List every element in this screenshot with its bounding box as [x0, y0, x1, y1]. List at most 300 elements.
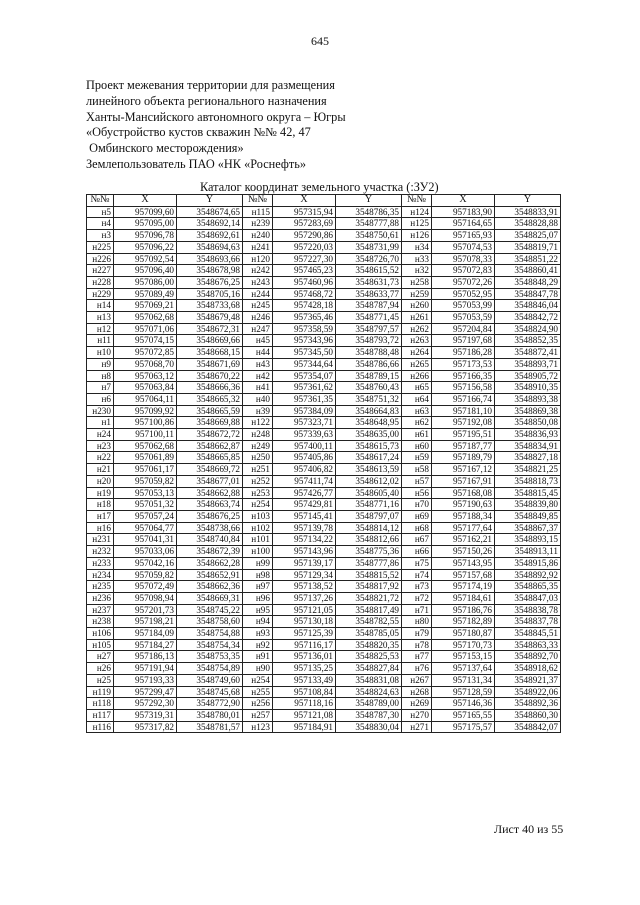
point-id-cell: н238	[87, 616, 114, 628]
x-coordinate-cell: 957187,77	[432, 440, 495, 452]
point-id-cell: н270	[402, 709, 432, 721]
y-coordinate-cell: 3548648,95	[336, 417, 402, 429]
x-coordinate-cell: 957092,54	[114, 253, 177, 265]
y-coordinate-cell: 3548860,30	[495, 709, 561, 721]
point-id-cell: н100	[243, 546, 273, 558]
table-row	[87, 522, 561, 534]
y-coordinate-cell: 3548893,71	[495, 358, 561, 370]
y-coordinate-cell: 3548677,01	[177, 475, 243, 487]
point-id-cell: н249	[243, 440, 273, 452]
point-id-cell: н33	[402, 253, 432, 265]
y-coordinate-cell: 3548669,66	[177, 335, 243, 347]
y-coordinate-cell: 3548771,16	[336, 499, 402, 511]
y-coordinate-cell: 3548780,01	[177, 709, 243, 721]
point-id-cell: н246	[243, 312, 273, 324]
x-coordinate-cell: 957167,12	[432, 464, 495, 476]
y-coordinate-cell: 3548662,88	[177, 487, 243, 499]
point-id-cell: н61	[402, 429, 432, 441]
point-id-cell: н16	[87, 522, 114, 534]
header-line: Проект межевания территории для размещения	[86, 78, 335, 92]
table-row	[87, 253, 561, 265]
point-id-cell: н260	[402, 300, 432, 312]
x-coordinate-cell: 957125,39	[273, 628, 336, 640]
point-id-cell: н13	[87, 312, 114, 324]
table-row	[87, 663, 561, 675]
point-id-cell: н64	[402, 393, 432, 405]
x-coordinate-cell: 957181,10	[432, 405, 495, 417]
x-coordinate-cell: 957096,40	[114, 265, 177, 277]
table-row	[87, 335, 561, 347]
coordinates-table	[86, 194, 561, 733]
x-coordinate-cell: 957135,25	[273, 663, 336, 675]
x-coordinate-cell: 957184,27	[114, 639, 177, 651]
x-coordinate-cell: 957183,90	[432, 206, 495, 218]
point-id-cell: н76	[402, 663, 432, 675]
y-coordinate-cell: 3548758,60	[177, 616, 243, 628]
x-coordinate-cell: 957072,83	[432, 265, 495, 277]
y-coordinate-cell: 3548669,72	[177, 464, 243, 476]
table-row	[87, 393, 561, 405]
y-coordinate-cell: 3548892,70	[495, 651, 561, 663]
y-coordinate-cell: 3548733,68	[177, 300, 243, 312]
y-coordinate-cell: 3548921,37	[495, 674, 561, 686]
x-coordinate-cell: 957052,95	[432, 288, 495, 300]
x-coordinate-cell: 957153,15	[432, 651, 495, 663]
x-coordinate-cell: 957195,51	[432, 429, 495, 441]
y-coordinate-cell: 3548613,59	[336, 464, 402, 476]
table-row	[87, 452, 561, 464]
point-id-cell: н266	[402, 370, 432, 382]
table-row	[87, 510, 561, 522]
point-id-cell: н117	[87, 709, 114, 721]
point-id-cell: н236	[87, 592, 114, 604]
point-id-cell: н73	[402, 581, 432, 593]
point-id-cell: н34	[402, 241, 432, 253]
point-id-cell: н230	[87, 405, 114, 417]
point-id-cell: н245	[243, 300, 273, 312]
y-coordinate-cell: 3548745,68	[177, 686, 243, 698]
table-row	[87, 651, 561, 663]
point-id-cell: н233	[87, 557, 114, 569]
point-id-cell: н120	[243, 253, 273, 265]
point-id-cell: н241	[243, 241, 273, 253]
x-coordinate-cell: 957072,26	[432, 276, 495, 288]
x-coordinate-cell: 957170,73	[432, 639, 495, 651]
y-coordinate-cell: 3548824,90	[495, 323, 561, 335]
table-row	[87, 312, 561, 324]
x-coordinate-cell: 957064,77	[114, 522, 177, 534]
x-coordinate-cell: 957098,94	[114, 592, 177, 604]
point-id-cell: н90	[243, 663, 273, 675]
point-id-cell: н69	[402, 510, 432, 522]
point-id-cell: н78	[402, 639, 432, 651]
point-id-cell: н22	[87, 452, 114, 464]
table-row	[87, 698, 561, 710]
point-id-cell: н10	[87, 347, 114, 359]
table-row	[87, 323, 561, 335]
x-coordinate-cell: 957165,93	[432, 230, 495, 242]
x-coordinate-cell: 957068,70	[114, 358, 177, 370]
point-id-cell: н74	[402, 569, 432, 581]
y-coordinate-cell: 3548771,45	[336, 312, 402, 324]
x-coordinate-cell: 957131,34	[432, 674, 495, 686]
y-coordinate-cell: 3548837,78	[495, 616, 561, 628]
x-coordinate-cell: 957175,57	[432, 721, 495, 733]
x-coordinate-cell: 957186,76	[432, 604, 495, 616]
point-id-cell: н250	[243, 452, 273, 464]
y-coordinate-cell: 3548615,73	[336, 440, 402, 452]
y-coordinate-cell: 3548852,35	[495, 335, 561, 347]
point-id-cell: н68	[402, 522, 432, 534]
y-coordinate-cell: 3548694,63	[177, 241, 243, 253]
y-coordinate-cell: 3548830,04	[336, 721, 402, 733]
x-coordinate-cell: 957136,01	[273, 651, 336, 663]
point-id-cell: н237	[87, 604, 114, 616]
point-id-cell: н8	[87, 370, 114, 382]
sheet-counter: Лист 40 из 55	[494, 822, 564, 836]
table-row	[87, 616, 561, 628]
x-coordinate-cell: 957134,22	[273, 534, 336, 546]
point-id-cell: н44	[243, 347, 273, 359]
point-id-cell: н18	[87, 499, 114, 511]
x-coordinate-cell: 957138,52	[273, 581, 336, 593]
x-coordinate-cell: 957059,82	[114, 475, 177, 487]
x-coordinate-cell: 957174,19	[432, 581, 495, 593]
point-id-cell: н12	[87, 323, 114, 335]
y-coordinate-cell: 3548787,30	[336, 709, 402, 721]
x-coordinate-cell: 957095,00	[114, 218, 177, 230]
x-coordinate-cell: 957096,22	[114, 241, 177, 253]
y-coordinate-cell: 3548838,78	[495, 604, 561, 616]
y-coordinate-cell: 3548745,22	[177, 604, 243, 616]
column-header: №№	[87, 195, 114, 207]
point-id-cell: н105	[87, 639, 114, 651]
y-coordinate-cell: 3548839,80	[495, 499, 561, 511]
table-row	[87, 487, 561, 499]
x-coordinate-cell: 957323,71	[273, 417, 336, 429]
column-header: Y	[336, 195, 402, 207]
x-coordinate-cell: 957365,46	[273, 312, 336, 324]
point-id-cell: н268	[402, 686, 432, 698]
point-id-cell: н94	[243, 616, 273, 628]
x-coordinate-cell: 957063,84	[114, 382, 177, 394]
x-coordinate-cell: 957099,60	[114, 206, 177, 218]
point-id-cell: н102	[243, 522, 273, 534]
y-coordinate-cell: 3548846,04	[495, 300, 561, 312]
point-id-cell: н71	[402, 604, 432, 616]
y-coordinate-cell: 3548836,93	[495, 429, 561, 441]
point-id-cell: н263	[402, 335, 432, 347]
y-coordinate-cell: 3548652,91	[177, 569, 243, 581]
y-coordinate-cell: 3548828,88	[495, 218, 561, 230]
point-id-cell: н41	[243, 382, 273, 394]
y-coordinate-cell: 3548797,57	[336, 323, 402, 335]
point-id-cell: н57	[402, 475, 432, 487]
point-id-cell: н257	[243, 709, 273, 721]
point-id-cell: н26	[87, 663, 114, 675]
x-coordinate-cell: 957061,89	[114, 452, 177, 464]
table-row	[87, 347, 561, 359]
x-coordinate-cell: 957465,23	[273, 265, 336, 277]
x-coordinate-cell: 957184,09	[114, 628, 177, 640]
point-id-cell: н234	[87, 569, 114, 581]
x-coordinate-cell: 957345,50	[273, 347, 336, 359]
point-id-cell: н5	[87, 206, 114, 218]
point-id-cell: н77	[402, 651, 432, 663]
x-coordinate-cell: 957168,08	[432, 487, 495, 499]
y-coordinate-cell: 3548915,86	[495, 557, 561, 569]
point-id-cell: н122	[243, 417, 273, 429]
y-coordinate-cell: 3548821,25	[495, 464, 561, 476]
y-coordinate-cell: 3548872,41	[495, 347, 561, 359]
x-coordinate-cell: 957405,86	[273, 452, 336, 464]
table-body	[87, 206, 561, 733]
point-id-cell: н97	[243, 581, 273, 593]
x-coordinate-cell: 957057,24	[114, 510, 177, 522]
point-id-cell: н45	[243, 335, 273, 347]
y-coordinate-cell: 3548820,35	[336, 639, 402, 651]
y-coordinate-cell: 3548605,40	[336, 487, 402, 499]
document-header	[86, 78, 346, 173]
point-id-cell: н99	[243, 557, 273, 569]
x-coordinate-cell: 957290,86	[273, 230, 336, 242]
point-id-cell: н91	[243, 651, 273, 663]
table-row	[87, 546, 561, 558]
column-header: X	[432, 195, 495, 207]
point-id-cell: н225	[87, 241, 114, 253]
point-id-cell: н247	[243, 323, 273, 335]
y-coordinate-cell: 3548753,35	[177, 651, 243, 663]
x-coordinate-cell: 957137,26	[273, 592, 336, 604]
y-coordinate-cell: 3548664,83	[336, 405, 402, 417]
y-coordinate-cell: 3548787,94	[336, 300, 402, 312]
y-coordinate-cell: 3548692,14	[177, 218, 243, 230]
y-coordinate-cell: 3548669,88	[177, 417, 243, 429]
x-coordinate-cell: 957061,17	[114, 464, 177, 476]
point-id-cell: н119	[87, 686, 114, 698]
y-coordinate-cell: 3548922,06	[495, 686, 561, 698]
x-coordinate-cell: 957343,96	[273, 335, 336, 347]
y-coordinate-cell: 3548671,69	[177, 358, 243, 370]
y-coordinate-cell: 3548847,03	[495, 592, 561, 604]
y-coordinate-cell: 3548666,36	[177, 382, 243, 394]
x-coordinate-cell: 957089,49	[114, 288, 177, 300]
x-coordinate-cell: 957100,11	[114, 429, 177, 441]
x-coordinate-cell: 957220,03	[273, 241, 336, 253]
y-coordinate-cell: 3548754,34	[177, 639, 243, 651]
y-coordinate-cell: 3548847,78	[495, 288, 561, 300]
x-coordinate-cell: 957315,94	[273, 206, 336, 218]
y-coordinate-cell: 3548663,74	[177, 499, 243, 511]
x-coordinate-cell: 957143,96	[273, 546, 336, 558]
point-id-cell: н262	[402, 323, 432, 335]
table-row	[87, 276, 561, 288]
table-row	[87, 628, 561, 640]
y-coordinate-cell: 3548786,66	[336, 358, 402, 370]
x-coordinate-cell: 957064,11	[114, 393, 177, 405]
y-coordinate-cell: 3548676,25	[177, 276, 243, 288]
column-header: №№	[402, 195, 432, 207]
point-id-cell: н252	[243, 475, 273, 487]
x-coordinate-cell: 957164,65	[432, 218, 495, 230]
y-coordinate-cell: 3548786,35	[336, 206, 402, 218]
point-id-cell: н232	[87, 546, 114, 558]
y-coordinate-cell: 3548860,41	[495, 265, 561, 277]
point-id-cell: н116	[87, 721, 114, 733]
y-coordinate-cell: 3548831,08	[336, 674, 402, 686]
y-coordinate-cell: 3548772,90	[177, 698, 243, 710]
y-coordinate-cell: 3548617,24	[336, 452, 402, 464]
x-coordinate-cell: 957128,59	[432, 686, 495, 698]
x-coordinate-cell: 957188,34	[432, 510, 495, 522]
point-id-cell: н271	[402, 721, 432, 733]
point-id-cell: н6	[87, 393, 114, 405]
point-id-cell: н21	[87, 464, 114, 476]
table-row	[87, 440, 561, 452]
x-coordinate-cell: 957071,06	[114, 323, 177, 335]
x-coordinate-cell: 957129,34	[273, 569, 336, 581]
point-id-cell: н261	[402, 312, 432, 324]
y-coordinate-cell: 3548867,37	[495, 522, 561, 534]
point-id-cell: н256	[243, 698, 273, 710]
x-coordinate-cell: 957429,81	[273, 499, 336, 511]
x-coordinate-cell: 957133,49	[273, 674, 336, 686]
point-id-cell: н253	[243, 487, 273, 499]
x-coordinate-cell: 957317,82	[114, 721, 177, 733]
point-id-cell: н70	[402, 499, 432, 511]
point-id-cell: н32	[402, 265, 432, 277]
x-coordinate-cell: 957361,35	[273, 393, 336, 405]
point-id-cell: н124	[402, 206, 432, 218]
y-coordinate-cell: 3548825,53	[336, 651, 402, 663]
y-coordinate-cell: 3548754,88	[177, 628, 243, 640]
table-row	[87, 265, 561, 277]
y-coordinate-cell: 3548674,65	[177, 206, 243, 218]
x-coordinate-cell: 957384,09	[273, 405, 336, 417]
x-coordinate-cell: 957193,33	[114, 674, 177, 686]
x-coordinate-cell: 957099,92	[114, 405, 177, 417]
x-coordinate-cell: 957074,53	[432, 241, 495, 253]
x-coordinate-cell: 957165,55	[432, 709, 495, 721]
x-coordinate-cell: 957145,41	[273, 510, 336, 522]
point-id-cell: н267	[402, 674, 432, 686]
y-coordinate-cell: 3548892,92	[495, 569, 561, 581]
y-coordinate-cell: 3548863,33	[495, 639, 561, 651]
point-id-cell: н228	[87, 276, 114, 288]
x-coordinate-cell: 957426,77	[273, 487, 336, 499]
x-coordinate-cell: 957177,64	[432, 522, 495, 534]
y-coordinate-cell: 3548665,32	[177, 393, 243, 405]
point-id-cell: н242	[243, 265, 273, 277]
point-id-cell: н4	[87, 218, 114, 230]
x-coordinate-cell: 957319,31	[114, 709, 177, 721]
y-coordinate-cell: 3548865,35	[495, 581, 561, 593]
column-header: №№	[243, 195, 273, 207]
y-coordinate-cell: 3548662,87	[177, 440, 243, 452]
x-coordinate-cell: 957299,47	[114, 686, 177, 698]
table-row	[87, 592, 561, 604]
x-coordinate-cell: 957191,94	[114, 663, 177, 675]
table-row	[87, 288, 561, 300]
y-coordinate-cell: 3548738,66	[177, 522, 243, 534]
point-id-cell: н123	[243, 721, 273, 733]
y-coordinate-cell: 3548669,31	[177, 592, 243, 604]
table-row	[87, 534, 561, 546]
x-coordinate-cell: 957173,53	[432, 358, 495, 370]
x-coordinate-cell: 957059,82	[114, 569, 177, 581]
x-coordinate-cell: 957143,95	[432, 557, 495, 569]
y-coordinate-cell: 3548662,28	[177, 557, 243, 569]
x-coordinate-cell: 957078,33	[432, 253, 495, 265]
point-id-cell: н20	[87, 475, 114, 487]
point-id-cell: н92	[243, 639, 273, 651]
x-coordinate-cell: 957182,89	[432, 616, 495, 628]
table-row	[87, 475, 561, 487]
y-coordinate-cell: 3548842,72	[495, 312, 561, 324]
column-header: X	[273, 195, 336, 207]
y-coordinate-cell: 3548782,55	[336, 616, 402, 628]
point-id-cell: н56	[402, 487, 432, 499]
table-row	[87, 230, 561, 242]
x-coordinate-cell: 957053,59	[432, 312, 495, 324]
table-row	[87, 358, 561, 370]
y-coordinate-cell: 3548665,85	[177, 452, 243, 464]
x-coordinate-cell: 957400,11	[273, 440, 336, 452]
table-caption: Каталог координат земельного участка (:ЗУ2)	[200, 180, 439, 194]
y-coordinate-cell: 3548751,32	[336, 393, 402, 405]
x-coordinate-cell: 957118,16	[273, 698, 336, 710]
point-id-cell: н59	[402, 452, 432, 464]
x-coordinate-cell: 957361,62	[273, 382, 336, 394]
point-id-cell: н254	[243, 499, 273, 511]
y-coordinate-cell: 3548842,07	[495, 721, 561, 733]
point-id-cell: н251	[243, 464, 273, 476]
point-id-cell: н226	[87, 253, 114, 265]
x-coordinate-cell: 957053,13	[114, 487, 177, 499]
y-coordinate-cell: 3548851,22	[495, 253, 561, 265]
y-coordinate-cell: 3548731,99	[336, 241, 402, 253]
point-id-cell: н227	[87, 265, 114, 277]
point-id-cell: н96	[243, 592, 273, 604]
y-coordinate-cell: 3548740,84	[177, 534, 243, 546]
point-id-cell: н98	[243, 569, 273, 581]
point-id-cell: н126	[402, 230, 432, 242]
x-coordinate-cell: 957033,06	[114, 546, 177, 558]
point-id-cell: н269	[402, 698, 432, 710]
y-coordinate-cell: 3548793,72	[336, 335, 402, 347]
y-coordinate-cell: 3548670,22	[177, 370, 243, 382]
y-coordinate-cell: 3548910,35	[495, 382, 561, 394]
y-coordinate-cell: 3548893,38	[495, 393, 561, 405]
point-id-cell: н39	[243, 405, 273, 417]
y-coordinate-cell: 3548827,84	[336, 663, 402, 675]
page-number: 645	[311, 34, 329, 48]
y-coordinate-cell: 3548821,72	[336, 592, 402, 604]
x-coordinate-cell: 957146,36	[432, 698, 495, 710]
x-coordinate-cell: 957100,86	[114, 417, 177, 429]
y-coordinate-cell: 3548668,15	[177, 347, 243, 359]
x-coordinate-cell: 957062,68	[114, 312, 177, 324]
point-id-cell: н66	[402, 546, 432, 558]
point-id-cell: н65	[402, 382, 432, 394]
x-coordinate-cell: 957186,28	[432, 347, 495, 359]
x-coordinate-cell: 957072,49	[114, 581, 177, 593]
point-id-cell: н248	[243, 429, 273, 441]
column-header: Y	[177, 195, 243, 207]
point-id-cell: н3	[87, 230, 114, 242]
column-header: Y	[495, 195, 561, 207]
y-coordinate-cell: 3548913,11	[495, 546, 561, 558]
